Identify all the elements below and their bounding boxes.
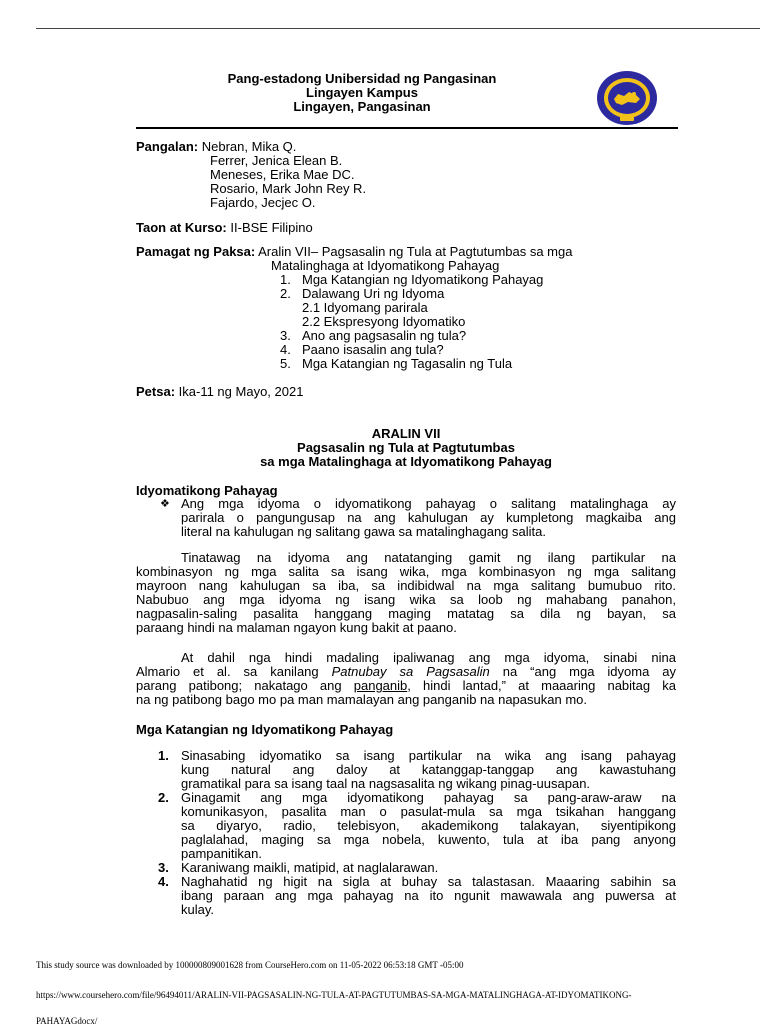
- diamond-bullet-icon: ❖: [160, 498, 170, 510]
- underlined-word: panganib: [353, 678, 408, 693]
- topic-item: 5.: [280, 356, 291, 371]
- petsa-value: Ika-11 ng Mayo, 2021: [178, 384, 304, 399]
- topic-item-text: Mga Katangian ng Idyomatikong Pahayag: [302, 272, 544, 287]
- header-rule: [136, 127, 678, 129]
- list-item: Karaniwang maikli, matipid, at naglalarawan.: [181, 860, 439, 875]
- name-5: Fajardo, Jecjec O.: [210, 195, 316, 210]
- top-rule: [36, 28, 760, 29]
- list-item: Sinasabing idyomatiko sa isang partikular na wika ang isang pahayag kung natural ang daloy at katanggap-tanggap ang kawastuhang gramatikal para sa isang taal na nagsasalita ng wikang pinag-uusapan.: [181, 748, 676, 791]
- item-number: 1.: [158, 748, 169, 763]
- pamagat-line-2: Matalinghaga at Idyomatikong Pahayag: [271, 258, 500, 273]
- topic-item-text: Ano ang pagsasalin ng tula?: [302, 328, 467, 343]
- campus-location: Lingayen, Pangasinan: [293, 99, 431, 114]
- section-heading-idyomatikong-pahayag: Idyomatikong Pahayag: [136, 483, 278, 498]
- campus-name: Lingayen Kampus: [306, 85, 418, 100]
- petsa-row: [136, 385, 676, 399]
- item-number: 4.: [158, 874, 169, 889]
- petsa-label: Petsa:: [136, 384, 176, 399]
- list-item: Ginagamit ang mga idyomatikong pahayag sa pang-araw-araw na komunikasyon, pasalita man o pasulat-mula sa mga tsikahan hanggang sa diyaryo, radio, telebisyon, akademikong talakayan, siyentipikong paglalahad, maging sa mga nobela, kuwento, tula at iba pang anyong pampanitikan.: [181, 790, 676, 861]
- topic-item: 3.: [280, 328, 291, 343]
- list-item: Naghahatid ng higit na sigla at buhay sa talastasan. Maaaring sabihin sa ibang paraan ang mga pahayag na ito ngunit mawawala ang puwersa at kulay.: [181, 874, 676, 917]
- topic-item-text: Mga Katangian ng Tagasalin ng Tula: [302, 356, 513, 371]
- taon-value: II-BSE Filipino: [230, 220, 313, 235]
- name-2: Ferrer, Jenica Elean B.: [210, 153, 343, 168]
- topic-item: 2.: [280, 286, 291, 301]
- pangalan-row: [136, 140, 676, 154]
- topic-item: 4.: [280, 342, 291, 357]
- pangalan-label: Pangalan:: [136, 139, 199, 154]
- bullet-paragraph: Ang mga idyoma o idyomatikong pahayag o salitang matalinghaga ay parirala o pangungusap na ang kahulugan ay kumpletong magkaiba ang literal na kahulugan ng salitang gawa sa matalinghagang salita.: [181, 496, 676, 539]
- pamagat-row: [136, 245, 676, 259]
- university-header: [136, 72, 588, 114]
- source-url[interactable]: https://www.coursehero.com/file/96494011/ARALIN-VII-PAGSASALIN-NG-TULA-AT-PAGTUTUMBAS-SA-MGA-MATALINGHAGA-AT-IDYOMATIKONG-: [36, 990, 632, 1000]
- lesson-title-2: Pagsasalin ng Tula at Pagtutumbas: [297, 440, 515, 455]
- section-heading-mga-katangian: Mga Katangian ng Idyomatikong Pahayag: [136, 722, 394, 737]
- source-url-continued[interactable]: PAHAYAGdocx/: [36, 1016, 98, 1026]
- name-4: Rosario, Mark John Rey R.: [210, 181, 367, 196]
- topic-item-text: Dalawang Uri ng Idyoma: [302, 286, 445, 301]
- taon-label: Taon at Kurso:: [136, 220, 227, 235]
- name-3: Meneses, Erika Mae DC.: [210, 167, 355, 182]
- pamagat-line-1: Aralin VII– Pagsasalin ng Tula at Pagtutumbas sa mga: [258, 244, 573, 259]
- pamagat-label: Pamagat ng Paksa:: [136, 244, 256, 259]
- item-number: 2.: [158, 790, 169, 805]
- name-1: Nebran, Mika Q.: [201, 139, 297, 154]
- paragraph-tinatawag: Tinatawag na idyoma ang natatanging gamit ng ilang partikular na kombinasyon ng mga salita sa isang wika, mga kombinasyon ng mga salitang mayroon nang kahulugan sa iba, sa indibidwal na mga salitang bumubuo rito. Nabubuo ang mga idyoma ng isang wika sa loob ng mahabang panahon, nagpasalin-saling pasalita hanggang maging matatag sa dila ng bayan, sa paraang hindi na malaman ngayon kung bakit at paano.: [136, 550, 676, 635]
- university-seal-logo: [596, 70, 658, 126]
- download-notice: This study source was downloaded by 100000809001628 from CourseHero.com on 11-05-2022 06:53:18 GMT -05:00: [36, 960, 464, 970]
- taon-row: [136, 221, 676, 235]
- item-number: 3.: [158, 860, 169, 875]
- lesson-title-3: sa mga Matalinghaga at Idyomatikong Pahayag: [260, 454, 552, 469]
- university-name: Pang-estadong Unibersidad ng Pangasinan: [227, 71, 497, 86]
- book-title: Patnubay sa Pagsasalin: [331, 664, 490, 679]
- topic-subitem-text: 2.1 Idyomang parirala: [302, 300, 428, 315]
- topic-subitem-text: 2.2 Ekspresyong Idyomatiko: [302, 314, 466, 329]
- topic-item-text: Paano isasalin ang tula?: [302, 342, 444, 357]
- paragraph-almario: At dahil nga hindi madaling ipaliwanag ang mga idyoma, sinabi nina Almario et al. sa kanilang Patnubay sa Pagsasalin na “ang mga idyoma ay parang patibong; nakatago ang panganib, hindi lantad,” at maaaring nabitag ka na ng patibong bago mo pa man mamalayan ang panganib na napasukan mo.: [136, 650, 677, 707]
- lesson-title-1: ARALIN VII: [371, 426, 441, 441]
- topic-item: 1.: [280, 272, 291, 287]
